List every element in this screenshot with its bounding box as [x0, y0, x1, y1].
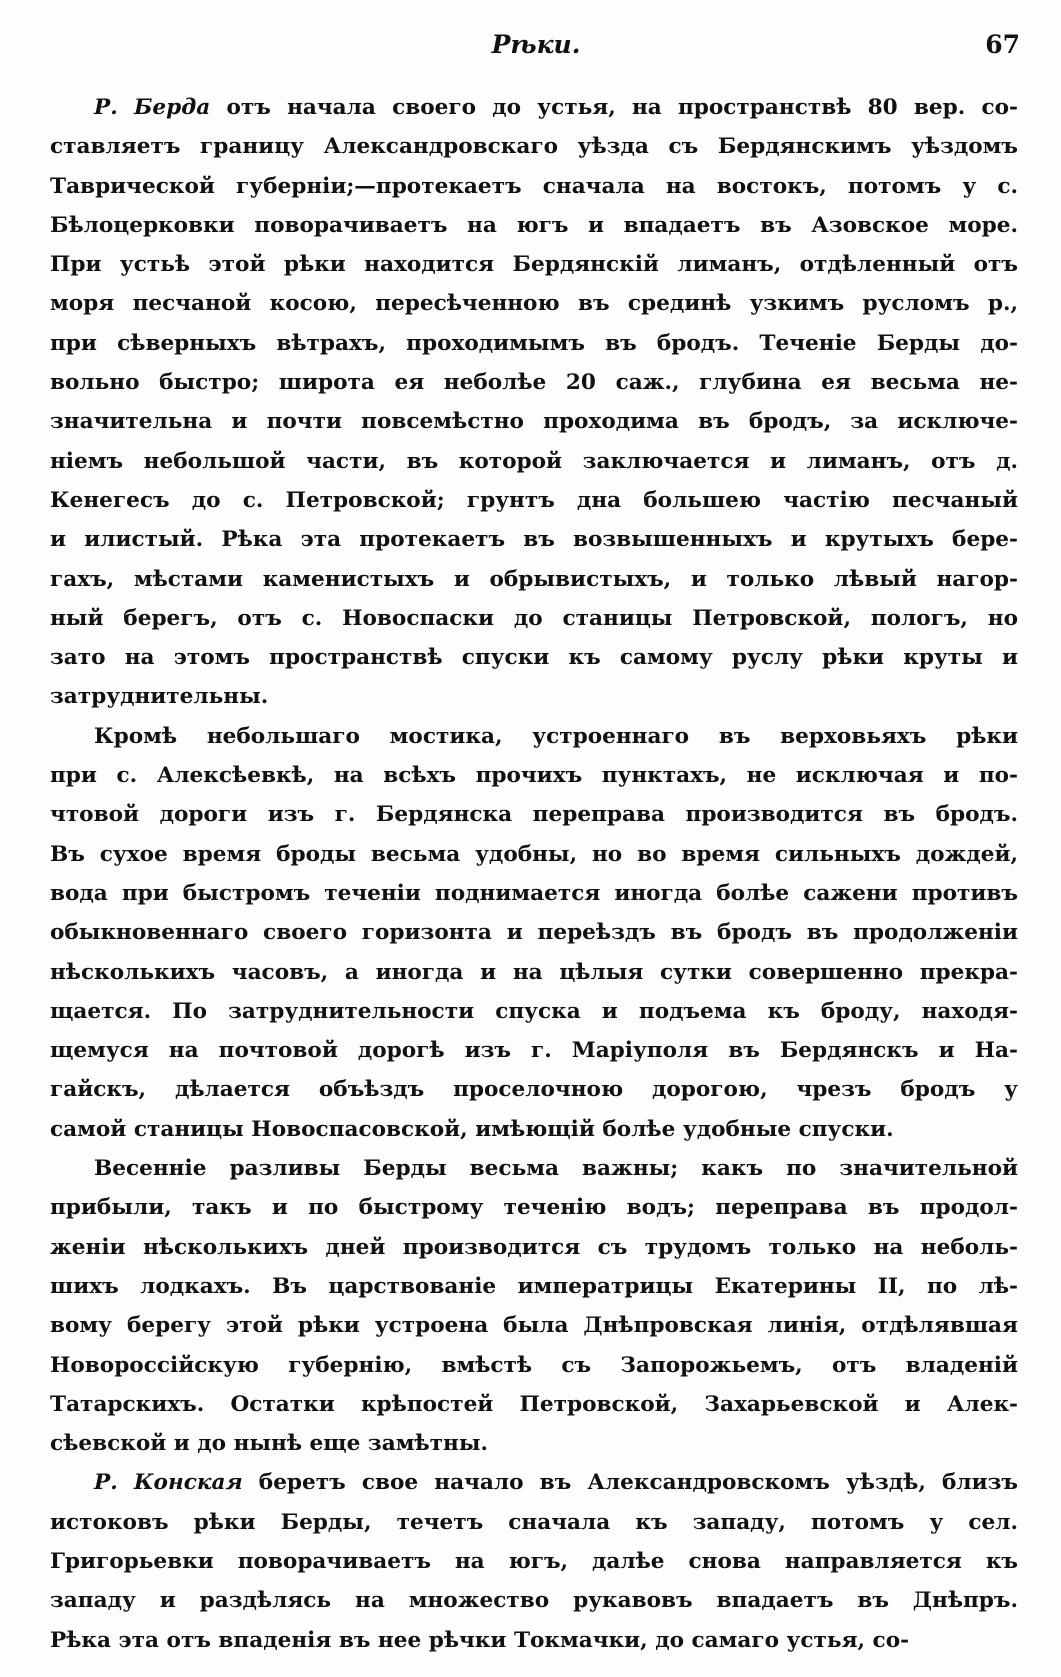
text-line: [50, 638, 1018, 677]
text-line: [50, 677, 1018, 716]
line-text: Григорьевки поворачиваетъ на югъ, далѣе снова направляется къ: [50, 1548, 1018, 1574]
text-line: [50, 127, 1018, 166]
text-line: [50, 717, 1018, 756]
text-line: [50, 913, 1018, 952]
text-line: [50, 1149, 1018, 1188]
line-text: прибыли, такъ и по быстрому теченію водъ; переправа въ продол-: [50, 1195, 1018, 1221]
line-text: чтовой дороги изъ г. Бердянска переправа производится въ бродъ.: [50, 802, 1018, 828]
text-line: [50, 481, 1018, 520]
text-line: [50, 1621, 1018, 1660]
line-text: Татарскихъ. Остатки крѣпостей Петровской, Захарьевской и Алек-: [50, 1391, 1018, 1417]
river-name: Р. Конская: [94, 1470, 243, 1496]
text-line: [50, 1346, 1018, 1385]
river-name: Р. Берда: [94, 95, 211, 120]
text-line: [50, 1306, 1018, 1345]
line-text: затруднительны.: [50, 684, 269, 710]
line-text: при сѣверныхъ вѣтрахъ, проходимымъ въ бродъ. Теченіе Берды до-: [50, 330, 1018, 356]
paragraph: [50, 1463, 1018, 1659]
line-text: При устьѣ этой рѣки находится Бердянскій лиманъ, отдѣленный отъ: [50, 252, 1018, 278]
text-line: [50, 1267, 1018, 1306]
text-line: [50, 1542, 1018, 1581]
text-line: [50, 874, 1018, 913]
line-text: ніемъ небольшой части, въ которой заключается и лиманъ, отъ д.: [50, 448, 1018, 474]
line-text: ный берегъ, отъ с. Новоспаски до станицы Петровской, пологъ, но: [50, 605, 1018, 631]
line-text: гайскъ, дѣлается объѣздъ проселочною дорогою, чрезъ бродъ у: [50, 1077, 1018, 1103]
line-text: вому берегу этой рѣки устроена была Днѣпровская линія, отдѣлявшая: [50, 1313, 1018, 1339]
line-text: Таврической губерніи;—протекаетъ сначала на востокъ, потомъ у с.: [50, 173, 1018, 199]
line-text: ставляетъ границу Александровскаго уѣзда съ Бердянскимъ уѣздомъ: [50, 134, 1018, 160]
line-text: щемуся на почтовой дорогѣ изъ г. Маріуполя въ Бердянскъ и На-: [50, 1038, 1018, 1064]
body-text: [50, 88, 1018, 1660]
line-text: Новороссійскую губернію, вмѣстѣ съ Запорожьемъ, отъ владеній: [50, 1352, 1018, 1378]
text-line: [50, 1070, 1018, 1109]
line-text: Кенегесъ до с. Петровской; грунтъ дна большею частію песчаный: [50, 487, 1018, 513]
text-line: [50, 953, 1018, 992]
text-line: [50, 1228, 1018, 1267]
text-line: [50, 992, 1018, 1031]
line-text: Въ сухое время броды весьма удобны, но во время сильныхъ дождей,: [50, 841, 1018, 867]
line-text: нѣсколькихъ часовъ, а иногда и на цѣлыя сутки совершенно прекра-: [50, 959, 1018, 985]
text-line: [50, 560, 1018, 599]
text-line: [50, 1503, 1018, 1542]
line-text: зато на этомъ пространствѣ спуски къ самому руслу рѣки круты и: [50, 645, 1018, 671]
text-line: [50, 442, 1018, 481]
text-line: [50, 1110, 1018, 1149]
line-text: Бѣлоцерковки поворачиваетъ на югъ и впадаетъ въ Азовское море.: [50, 212, 1018, 238]
line-text: шихъ лодкахъ. Въ царствованіе императрицы Екатерины II, по лѣ-: [50, 1273, 1018, 1299]
line-text: щается. По затруднительности спуска и подъема къ броду, находя-: [50, 998, 1018, 1024]
text-line: [50, 284, 1018, 323]
text-line: [50, 324, 1018, 363]
text-line: [50, 1424, 1018, 1463]
line-text: моря песчаной косою, пересѣченною въ срединѣ узкимъ русломъ р.,: [50, 291, 1018, 317]
line-text: Рѣка эта отъ впаденія въ нее рѣчки Токмачки, до самаго устья, со-: [50, 1627, 910, 1653]
text-line: [50, 1581, 1018, 1620]
text-line: [50, 1385, 1018, 1424]
line-text: Весенніе разливы Берды весьма важны; какъ по значительной: [94, 1156, 1018, 1182]
text-line: [50, 756, 1018, 795]
line-text: обыкновеннаго своего горизонта и переѣздъ въ бродъ въ продолженіи: [50, 920, 1018, 946]
paragraph: [50, 1149, 1018, 1463]
text-line: [50, 88, 1018, 127]
page-number: 67: [985, 30, 1020, 59]
text-line: [50, 1031, 1018, 1070]
line-text: сѣевской и до нынѣ еще замѣтны.: [50, 1431, 488, 1457]
line-text: гахъ, мѣстами каменистыхъ и обрывистыхъ, и только лѣвый нагор-: [50, 566, 1018, 592]
line-text: западу и раздѣлясь на множество рукавовъ впадаетъ въ Днѣпръ.: [50, 1588, 1018, 1614]
text-line: [50, 1463, 1018, 1502]
text-line: [50, 402, 1018, 441]
text-line: [50, 1188, 1018, 1227]
line-text: вольно быстро; широта ея неболѣе 20 саж., глубина ея весьма не-: [50, 370, 1018, 396]
paragraph: [50, 88, 1018, 717]
page-header: [52, 30, 1020, 70]
line-text: вода при быстромъ теченіи поднимается иногда болѣе сажени противъ: [50, 880, 1018, 906]
text-line: [50, 245, 1018, 284]
line-text: и илистый. Рѣка эта протекаетъ въ возвышенныхъ и крутыхъ бере-: [50, 527, 1018, 553]
text-line: [50, 795, 1018, 834]
line-text: женіи нѣсколькихъ дней производится съ трудомъ только на неболь-: [50, 1234, 1018, 1260]
line-text: значительна и почти повсемѣстно проходима въ бродъ, за исключе-: [50, 409, 1018, 435]
text-line: [50, 599, 1018, 638]
text-line: [50, 520, 1018, 559]
line-text: Кромѣ небольшаго мостика, устроеннаго въ верховьяхъ рѣки: [94, 723, 1018, 749]
running-title: Рѣки.: [491, 30, 581, 59]
text-line: [50, 835, 1018, 874]
line-text: истоковъ рѣки Берды, течетъ сначала къ западу, потомъ у сел.: [50, 1509, 1018, 1535]
line-text: самой станицы Новоспасовской, имѣющій болѣе удобные спуски.: [50, 1116, 894, 1142]
line-text: при с. Алексѣевкѣ, на всѣхъ прочихъ пунктахъ, не исключая и по-: [50, 763, 1018, 789]
text-line: [50, 363, 1018, 402]
text-line: [50, 167, 1018, 206]
paragraph: [50, 717, 1018, 1149]
line-text: отъ начала своего до устья, на пространствѣ 80 вер. со-: [210, 95, 1019, 120]
text-line: [50, 206, 1018, 245]
line-text: беретъ свое начало въ Александровскомъ уѣздѣ, близъ: [242, 1470, 1018, 1496]
